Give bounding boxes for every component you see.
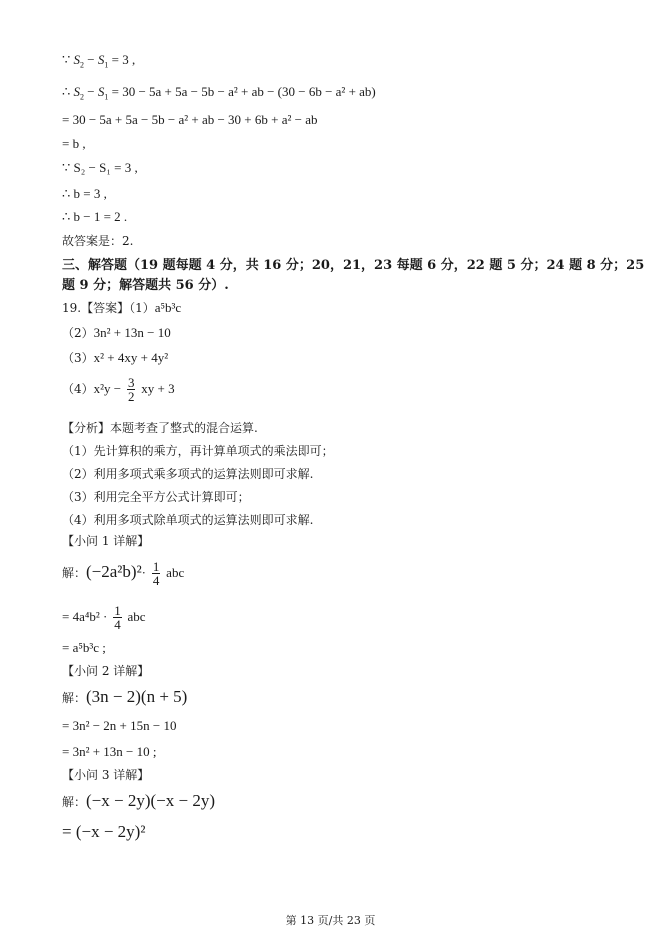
given-repeat: ∵ S₂ − S₁ = 3 , bbox=[62, 160, 138, 175]
sub1-line3: = a⁵b³c ; bbox=[62, 640, 106, 655]
sub1-l2-main: = 4a⁴b² · bbox=[62, 609, 108, 624]
sub1-line1 bbox=[62, 560, 184, 587]
q19-answer-3 bbox=[62, 350, 168, 366]
sub1-jie: 解： bbox=[62, 566, 87, 580]
q19-a4-pre: x²y − bbox=[93, 381, 122, 396]
sub1-title: 【小问 1 详解】 bbox=[62, 534, 150, 548]
step-simplify: = 30 − 5a + 5a − 5b − a² + ab − 30 + 6b + a² − ab bbox=[62, 112, 318, 127]
frac-den: 4 bbox=[152, 573, 160, 588]
b-minus-one: ∴ b − 1 = 2 . bbox=[62, 209, 128, 224]
q19-answer-1 bbox=[62, 300, 181, 316]
q19-a1: a⁵b³c bbox=[154, 300, 182, 315]
frac-num: 1 bbox=[152, 559, 160, 574]
b-value: ∴ b = 3 , bbox=[62, 186, 107, 201]
sub3-title: 【小问 3 详解】 bbox=[62, 768, 150, 782]
sub3-line2: = (−x − 2y)² bbox=[62, 822, 146, 841]
sub1-abc: abc bbox=[166, 565, 185, 580]
sub2-line1 bbox=[62, 689, 187, 706]
sub2-line3: = 3n² + 13n − 10 ; bbox=[62, 744, 157, 759]
q19-label: 19.【答案】（1） bbox=[62, 301, 155, 315]
analysis-title: 【分析】本题考查了整式的混合运算. bbox=[62, 421, 258, 435]
q19-p3: （3） bbox=[62, 351, 94, 365]
answer-line: 故答案是：2. bbox=[62, 234, 134, 248]
q19-p4: （4） bbox=[62, 382, 94, 396]
analysis-item: （3）利用完全平方公式计算即可； bbox=[62, 490, 250, 504]
page-footer: 第 13 页/共 23 页 bbox=[285, 914, 376, 927]
sub1-line2 bbox=[62, 604, 146, 631]
analysis-item: （2）利用多项式乘多项式的运算法则即可求解. bbox=[62, 467, 314, 481]
section-title-line1: 三、解答题（19 题每题 4 分，共 16 分；20，21，23 每题 6 分，22 题 5 分；24 题 8 分；25 bbox=[62, 258, 645, 273]
frac-num: 1 bbox=[114, 603, 121, 618]
q19-a4-fraction bbox=[127, 376, 136, 403]
q19-a2: 3n² + 13n − 10 bbox=[93, 325, 171, 340]
frac-den: 2 bbox=[127, 389, 135, 404]
sub2-product: (3n − 2)(n + 5) bbox=[86, 687, 188, 706]
sub2-line2: = 3n² − 2n + 15n − 10 bbox=[62, 718, 177, 733]
sub1-power: (−2a²b)² bbox=[86, 562, 142, 581]
step-expand: ∴ $S_2 - S_1 = 30 - 5a + 5a - 5b - a^2$ + ab − (30 − 6b − a² + ab) bbox=[62, 84, 376, 102]
analysis-item: （4）利用多项式除单项式的运算法则即可求解. bbox=[62, 513, 314, 527]
sub3-product: (−x − 2y)(−x − 2y) bbox=[86, 791, 216, 810]
q19-a4-post: xy + 3 bbox=[141, 381, 175, 396]
sub2-title: 【小问 2 详解】 bbox=[62, 664, 150, 678]
sub1-fraction bbox=[152, 560, 161, 587]
sub3-line1 bbox=[62, 793, 215, 810]
step-result: = b , bbox=[62, 136, 86, 151]
sub1-dot: · bbox=[141, 565, 147, 580]
sub2-jie: 解： bbox=[62, 691, 87, 705]
step-expand-expr: = 30 − 5a + 5a − 5b − a² + ab − (30 − 6b − a² + ab) bbox=[111, 84, 376, 99]
frac-num: 3 bbox=[127, 375, 135, 390]
analysis-item: （1）先计算积的乘方，再计算单项式的乘法即可； bbox=[62, 444, 334, 458]
sub3-jie: 解： bbox=[62, 795, 87, 809]
q19-a3: x² + 4xy + 4y² bbox=[93, 350, 169, 365]
section-title-line2: 题 9 分；解答题共 56 分）. bbox=[62, 278, 229, 293]
given-s2-minus-s1: ∵ $S_2 - S_1 = 3$ , bbox=[62, 52, 136, 70]
sub1-l2-tail: abc bbox=[127, 609, 146, 624]
frac-den: 4 bbox=[114, 617, 121, 632]
q19-answer-4 bbox=[62, 376, 175, 403]
q19-p2: （2） bbox=[62, 326, 94, 340]
q19-answer-2 bbox=[62, 325, 171, 341]
sub1-fraction-2 bbox=[113, 604, 122, 631]
